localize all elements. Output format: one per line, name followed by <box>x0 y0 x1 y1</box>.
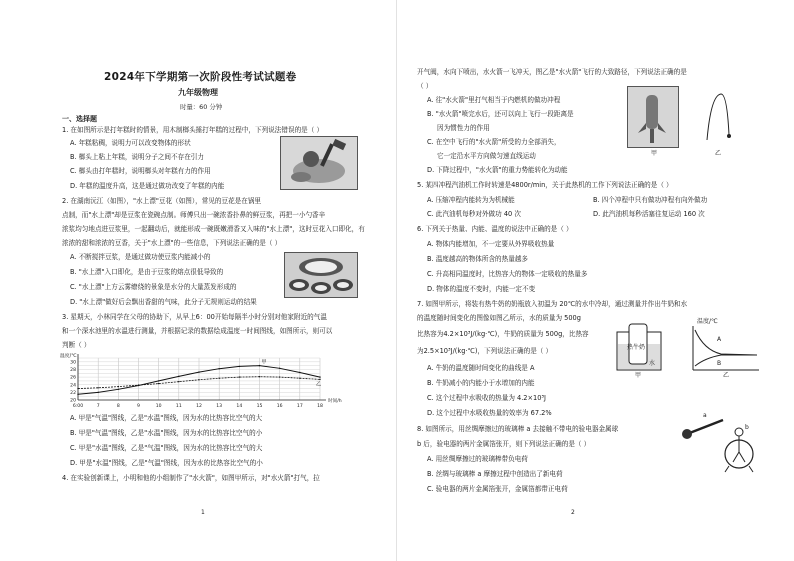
question-7-line3: 比热容为4.2×10³J/(kg·℃)，牛奶的质量为 500g，比热容 <box>417 330 589 338</box>
q1-option-b: B. 榔头上粘上年糕，说明分子之间不存在引力 <box>70 153 204 161</box>
q2-option-d: D. "水上漂"做好后会飘出香甜的气味，此分子无规则运动的结果 <box>70 298 257 306</box>
q4-photo-water-rocket <box>627 86 679 148</box>
metal-ball-icon <box>735 428 743 436</box>
question-7-line2: 的温度随时间变化的图像如图乙所示，水的质量为 500g <box>417 314 581 322</box>
q3-option-b: B. 甲是"气温"图线，乙是"水温"图线，因为水的比热容比空气的小 <box>70 429 263 437</box>
series-2-point <box>178 381 179 382</box>
q4-rocket-path-diagram <box>697 90 737 150</box>
q7-fig-ylabel: 温度/℃ <box>697 318 718 325</box>
series-2-point <box>138 384 139 385</box>
y-tick-label: 28 <box>70 368 76 374</box>
q1-option-a: A. 年糕粘稠，说明力可以改变物体的形状 <box>70 139 191 147</box>
series-1-point <box>118 389 119 390</box>
series-1-point <box>299 372 300 373</box>
question-6-stem: 6. 下列关于热量、内能、温度的说法中正确的是（ ） <box>417 225 573 233</box>
series-1-point <box>178 376 179 377</box>
q4-option-c-cont: 它一定沿水平方向做匀速直线运动 <box>437 152 536 160</box>
series-1-point <box>279 368 280 369</box>
page-number: 1 <box>201 509 205 516</box>
series-2-point <box>118 386 119 387</box>
series-1-point <box>259 365 260 366</box>
series-1-point <box>239 366 240 367</box>
series-2-point <box>299 378 300 379</box>
glass-rod-icon <box>687 420 723 434</box>
q7-fig-label-yi: 乙 <box>723 372 730 379</box>
q8-fig-label-b: b <box>745 424 749 431</box>
q2-option-b: B. "水上漂"入口即化，是由于豆浆的熔点很低导致的 <box>70 268 224 276</box>
x-tick-label: 12 <box>196 404 202 409</box>
q5-option-d: D. 此汽油机每秒活塞往复运动 160 次 <box>593 210 705 218</box>
y-tick-label: 24 <box>70 383 76 389</box>
temperature-time-chart <box>58 352 358 410</box>
q4-option-b-cont: 因为惯性力的作用 <box>437 124 490 132</box>
q7-option-b: B. 牛奶减小的内能小于水增加的内能 <box>427 379 535 387</box>
x-tick-label: 15 <box>256 404 263 409</box>
series-2-point <box>77 388 78 389</box>
q7-fig-curve-b: B <box>717 360 722 367</box>
series-2-point <box>97 387 98 388</box>
series-1-point <box>97 392 98 393</box>
q7-option-c: C. 这个过程中水吸收的热量为 4.2×10³J <box>427 394 547 402</box>
q8-fig-label-a: a <box>703 412 707 419</box>
y-axis-label: 温度/℃ <box>60 354 77 359</box>
page-number: 2 <box>571 509 575 516</box>
series-label: 乙 <box>316 381 322 388</box>
q8-option-c: C. 验电器的两片金属箔张开，金属箔都带正电荷 <box>427 485 568 493</box>
series-2-point <box>259 376 260 377</box>
q4-continued-line2: （ ） <box>417 82 433 90</box>
x-tick-label: 14 <box>236 404 243 409</box>
q5-option-b: B. 四个冲程中只有做功冲程有向外做功 <box>593 196 708 204</box>
q1-option-c: C. 榔头由打年糕时，说明榔头对年糕有力的作用 <box>70 167 211 175</box>
exam-subtitle: 九年级物理 <box>178 88 218 97</box>
x-tick-label: 7 <box>96 404 100 409</box>
q6-option-a: A. 物体内能增加，不一定要从外界吸收热量 <box>427 240 555 248</box>
question-3-line1: 3. 星期天，小林同学在父母的协助下，从早上6：00开始每隔半小时分别对他家附近的气温 <box>62 313 327 321</box>
series-1-point <box>319 376 320 377</box>
question-7-line4: 为2.5×10³J/(kg·℃)，下列说法正确的是（ ） <box>417 347 553 355</box>
x-tick-label: 16 <box>276 404 283 409</box>
q7-option-d: D. 这个过程中水吸收热量的效率为 67.2% <box>427 409 552 417</box>
x-tick-label: 18 <box>317 404 323 409</box>
x-tick-label: 9 <box>137 404 140 409</box>
series-1-point <box>198 371 199 372</box>
y-tick-label: 22 <box>70 390 76 396</box>
q3-option-c: C. 甲是"水温"图线，乙是"气温"图线，因为水的比热容比空气的大 <box>70 444 263 452</box>
q8-option-b: B. 丝绸与玻璃棒 a 摩擦过程中创造出了新电荷 <box>427 470 563 478</box>
q4-continued-line: 开气阀，水向下喷出，水火箭一飞冲天，图乙是"水火箭"飞行的大致路径，下列说法正确的是 <box>417 68 687 76</box>
series-label: 甲 <box>261 359 267 366</box>
q4-option-c: C. 在空中飞行的"水火箭"所受的力全部消失， <box>427 138 561 146</box>
q2-option-c: C. "水上漂"上方云雾缭绕的景象是水分的大量蒸发形成的 <box>70 283 237 291</box>
series-2-point <box>319 379 320 380</box>
q6-option-b: B. 温度越高的物体所含的热量越多 <box>427 255 529 263</box>
question-2-line3: 浓浆均匀地点进豆浆里，一起翻动后，就能形成一碗既嫩滑香又入味的"水上漂"，这时豆花入口即化，有 <box>62 225 365 233</box>
exam-page-2 <box>397 0 794 561</box>
q3-option-d: D. 甲是"水温"图线，乙是"气温"图线，因为水的比热容比空气的小 <box>70 459 263 467</box>
question-4-stem: 4. 在实验创新课上，小明和他的小组制作了"水火箭"，如图甲所示，对"水火箭"打气，拉 <box>62 474 320 482</box>
q7-fig-label-water: 水 <box>649 360 656 367</box>
question-3-line3: 判断（ ） <box>62 341 91 349</box>
question-3-line2: 和一个深水池里的水温进行测量，并根据记录的数据绘成温度一时间图线，如图所示，则可以 <box>62 327 333 335</box>
series-1-point <box>77 394 78 395</box>
q6-option-d: D. 物体的温度不变时，内能一定不变 <box>427 285 536 293</box>
q8-electroscope-figure <box>679 412 771 474</box>
q1-photo-rice-cake <box>280 136 358 190</box>
question-1-stem: 1. 在如图所示是打年糕时的情景，用木制榔头捶打年糕的过程中，下列说法错误的是（ ） <box>62 126 324 134</box>
series-1-point <box>218 368 219 369</box>
q7-fig-curve-a: A <box>717 336 722 343</box>
series-1-point <box>158 380 159 381</box>
series-2-point <box>239 376 240 377</box>
series-2-point <box>279 376 280 377</box>
q7-fig-label-jia: 甲 <box>635 372 642 379</box>
q2-photo-tofu-bowls <box>284 252 358 298</box>
q4-figure-label-jia: 甲 <box>651 150 658 157</box>
q2-option-a: A. 不断搅拌豆浆，是通过做功使豆浆内能减小的 <box>70 253 211 261</box>
q3-option-a: A. 甲是"气温"图线，乙是"水温"图线，因为水的比热容比空气的大 <box>70 414 263 422</box>
q7-option-a: A. 牛奶的温度随时间变化的曲线是 A <box>427 364 535 372</box>
x-tick-label: 10 <box>155 404 162 409</box>
x-tick-label: 6:00 <box>72 404 84 409</box>
question-2-line2: 点制，而"水上漂"却是豆浆在瓷碗点制。师傅只出一碗浓香扑鼻的鲜豆浆，再把一小勺香辛 <box>62 211 326 219</box>
q4-figure-label-yi: 乙 <box>715 150 722 157</box>
y-tick-label: 26 <box>70 375 76 381</box>
q4-option-b: B. "水火箭"喷完水后，还可以向上飞行一段距离是 <box>427 110 574 118</box>
x-tick-label: 13 <box>216 404 223 409</box>
question-2-line4: 浓浓的甜和浓浓的豆香，关于"水上漂"的一些信息，下列说法正确的是（ ） <box>62 239 282 247</box>
q4-option-d: D. 下降过程中，"水火箭"的重力势能转化为动能 <box>427 166 568 174</box>
q6-option-c: C. 升高相同温度时，比热容大的物体一定吸收的热量多 <box>427 270 588 278</box>
q8-option-a: A. 用丝绸摩擦过的玻璃棒带负电荷 <box>427 455 528 463</box>
y-tick-label: 30 <box>70 360 76 366</box>
question-8-line2: b 后，验电器的两片金属箔张开，则下列说法正确的是（ ） <box>417 440 591 448</box>
question-2-line1: 2. 在湖南沅江（如图），"水上漂"豆花（如图），常见的豆花是在锅里 <box>62 197 262 205</box>
x-axis-label: 时间/h <box>328 399 342 404</box>
exam-title: 2024年下学期第一次阶段性考试试题卷 <box>104 71 297 83</box>
series-2-point <box>218 378 219 379</box>
q7-fig-label-milk: 热牛奶 <box>627 344 646 351</box>
q4-option-a: A. 往"水火箭"里打气相当于内燃机的做功冲程 <box>427 96 561 104</box>
section-heading: 一、选择题 <box>62 115 97 123</box>
question-5-stem: 5. 某四冲程汽油机工作时转速是4800r/min，关于此热机的工作下列说法正确的是（ ） <box>417 181 673 189</box>
series-2-point <box>158 383 159 384</box>
x-tick-label: 11 <box>175 404 182 409</box>
y-tick-label: 20 <box>70 398 76 404</box>
question-7-line1: 7. 如图甲所示，将装有热牛奶的奶瓶放入初温为 20℃的水中冷却，通过测量并作出牛奶和水 <box>417 300 688 308</box>
series-2-point <box>198 379 199 380</box>
x-tick-label: 17 <box>296 404 303 409</box>
question-8-line1: 8. 如图所示，用丝绸摩擦过的玻璃棒 a 去接触不带电的验电器金属球 <box>417 425 619 433</box>
x-tick-label: 8 <box>116 404 120 409</box>
q1-option-d: D. 年糕的温度升高，这是通过做功改变了年糕的内能 <box>70 182 225 190</box>
exam-time: 时量：60 分钟 <box>180 103 223 111</box>
q5-option-a: A. 压缩冲程内能转为为机械能 <box>427 196 515 204</box>
q5-option-c: C. 此汽油机每秒对外做功 40 次 <box>427 210 521 218</box>
